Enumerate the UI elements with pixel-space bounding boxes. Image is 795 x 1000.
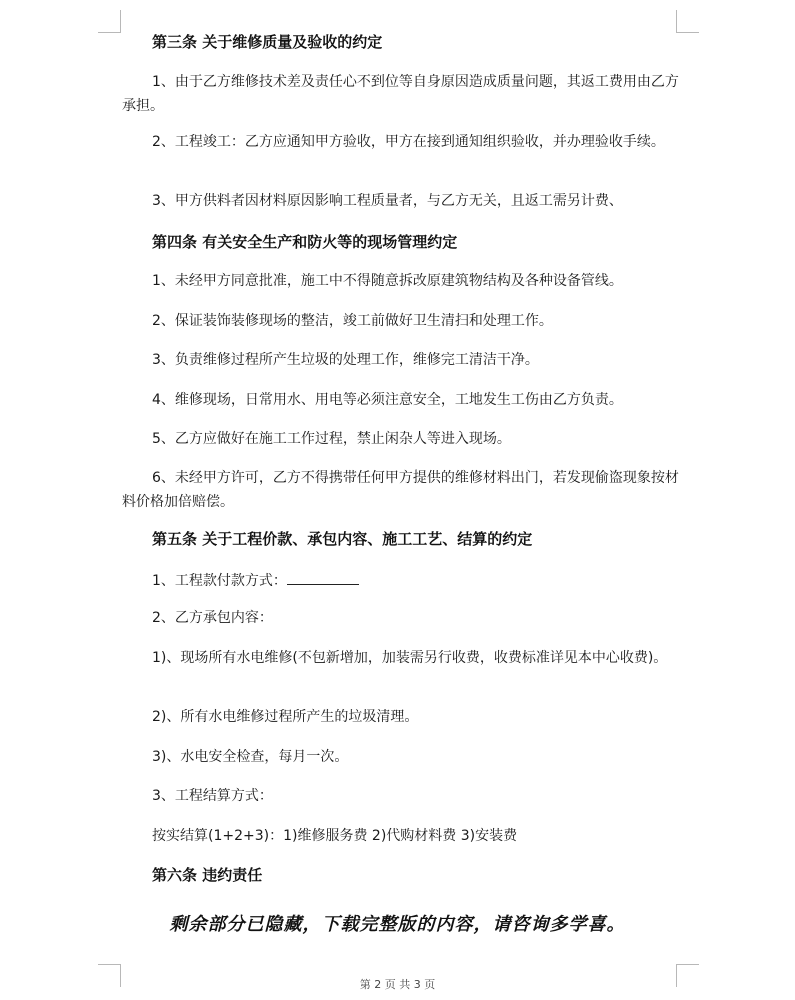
article-4-item-4: 4、维修现场，日常用水、用电等必须注意安全，工地发生工伤由乙方负责。 (152, 392, 623, 408)
article-3-item-3: 3、甲方供料者因材料原因影响工程质量者，与乙方无关，且返工需另计费、 (152, 193, 623, 209)
scope-item-2: 2)、所有水电维修过程所产生的垃圾清理。 (152, 709, 419, 725)
article-5-heading: 第五条 关于工程价款、承包内容、施工工艺、结算的约定 (152, 530, 533, 548)
article-4-heading: 第四条 有关安全生产和防火等的现场管理约定 (152, 233, 458, 251)
payment-method-line (122, 567, 682, 593)
article-6-heading: 第六条 违约责任 (152, 866, 263, 884)
scope-item-3: 3)、水电安全检查，每月一次。 (152, 749, 349, 765)
article-3-item-2: 2、工程竣工：乙方应通知甲方验收，甲方在接到通知组织验收，并办理验收手续。 (152, 134, 665, 150)
article-3-heading: 第三条 关于维修质量及验收的约定 (152, 33, 383, 51)
page-number: 第 2 页 共 3 页 (359, 978, 436, 991)
crop-mark-top-right (676, 10, 699, 33)
settlement-title: 3、工程结算方式： (152, 788, 273, 804)
scope-title: 2、乙方承包内容： (152, 610, 273, 626)
scope-item-1: 1)、现场所有水电维修(不包新增加，加装需另行收费，收费标准详见本中心收费)。 (152, 650, 668, 666)
payment-method-label: 1、工程款付款方式： (152, 573, 287, 589)
crop-mark-top-left (98, 10, 121, 33)
article-3-item-1: 1、由于乙方维修技术差及责任心不到位等自身原因造成质量问题，其返工费用由乙方承担。 (122, 74, 679, 114)
article-4-item-5: 5、乙方应做好在施工工作过程，禁止闲杂人等进入现场。 (152, 431, 511, 447)
settlement-detail: 按实结算(1+2+3)：1)维修服务费 2)代购材料费 3)安装费 (152, 828, 518, 844)
article-4-item-6: 6、未经甲方许可，乙方不得携带任何甲方提供的维修材料出门，若发现偷盗现象按材料价格加倍赔偿。 (122, 470, 679, 510)
article-4-item-3: 3、负责维修过程所产生垃圾的处理工作，维修完工清洁干净。 (152, 352, 539, 368)
hidden-content-notice: 剩余部分已隐藏，下载完整版的内容，请咨询多学喜。 (169, 914, 626, 935)
payment-method-blank (287, 567, 359, 585)
article-4-item-1: 1、未经甲方同意批准，施工中不得随意拆改原建筑物结构及各种设备管线。 (152, 273, 623, 289)
article-4-item-2: 2、保证装饰装修现场的整洁，竣工前做好卫生清扫和处理工作。 (152, 313, 553, 329)
